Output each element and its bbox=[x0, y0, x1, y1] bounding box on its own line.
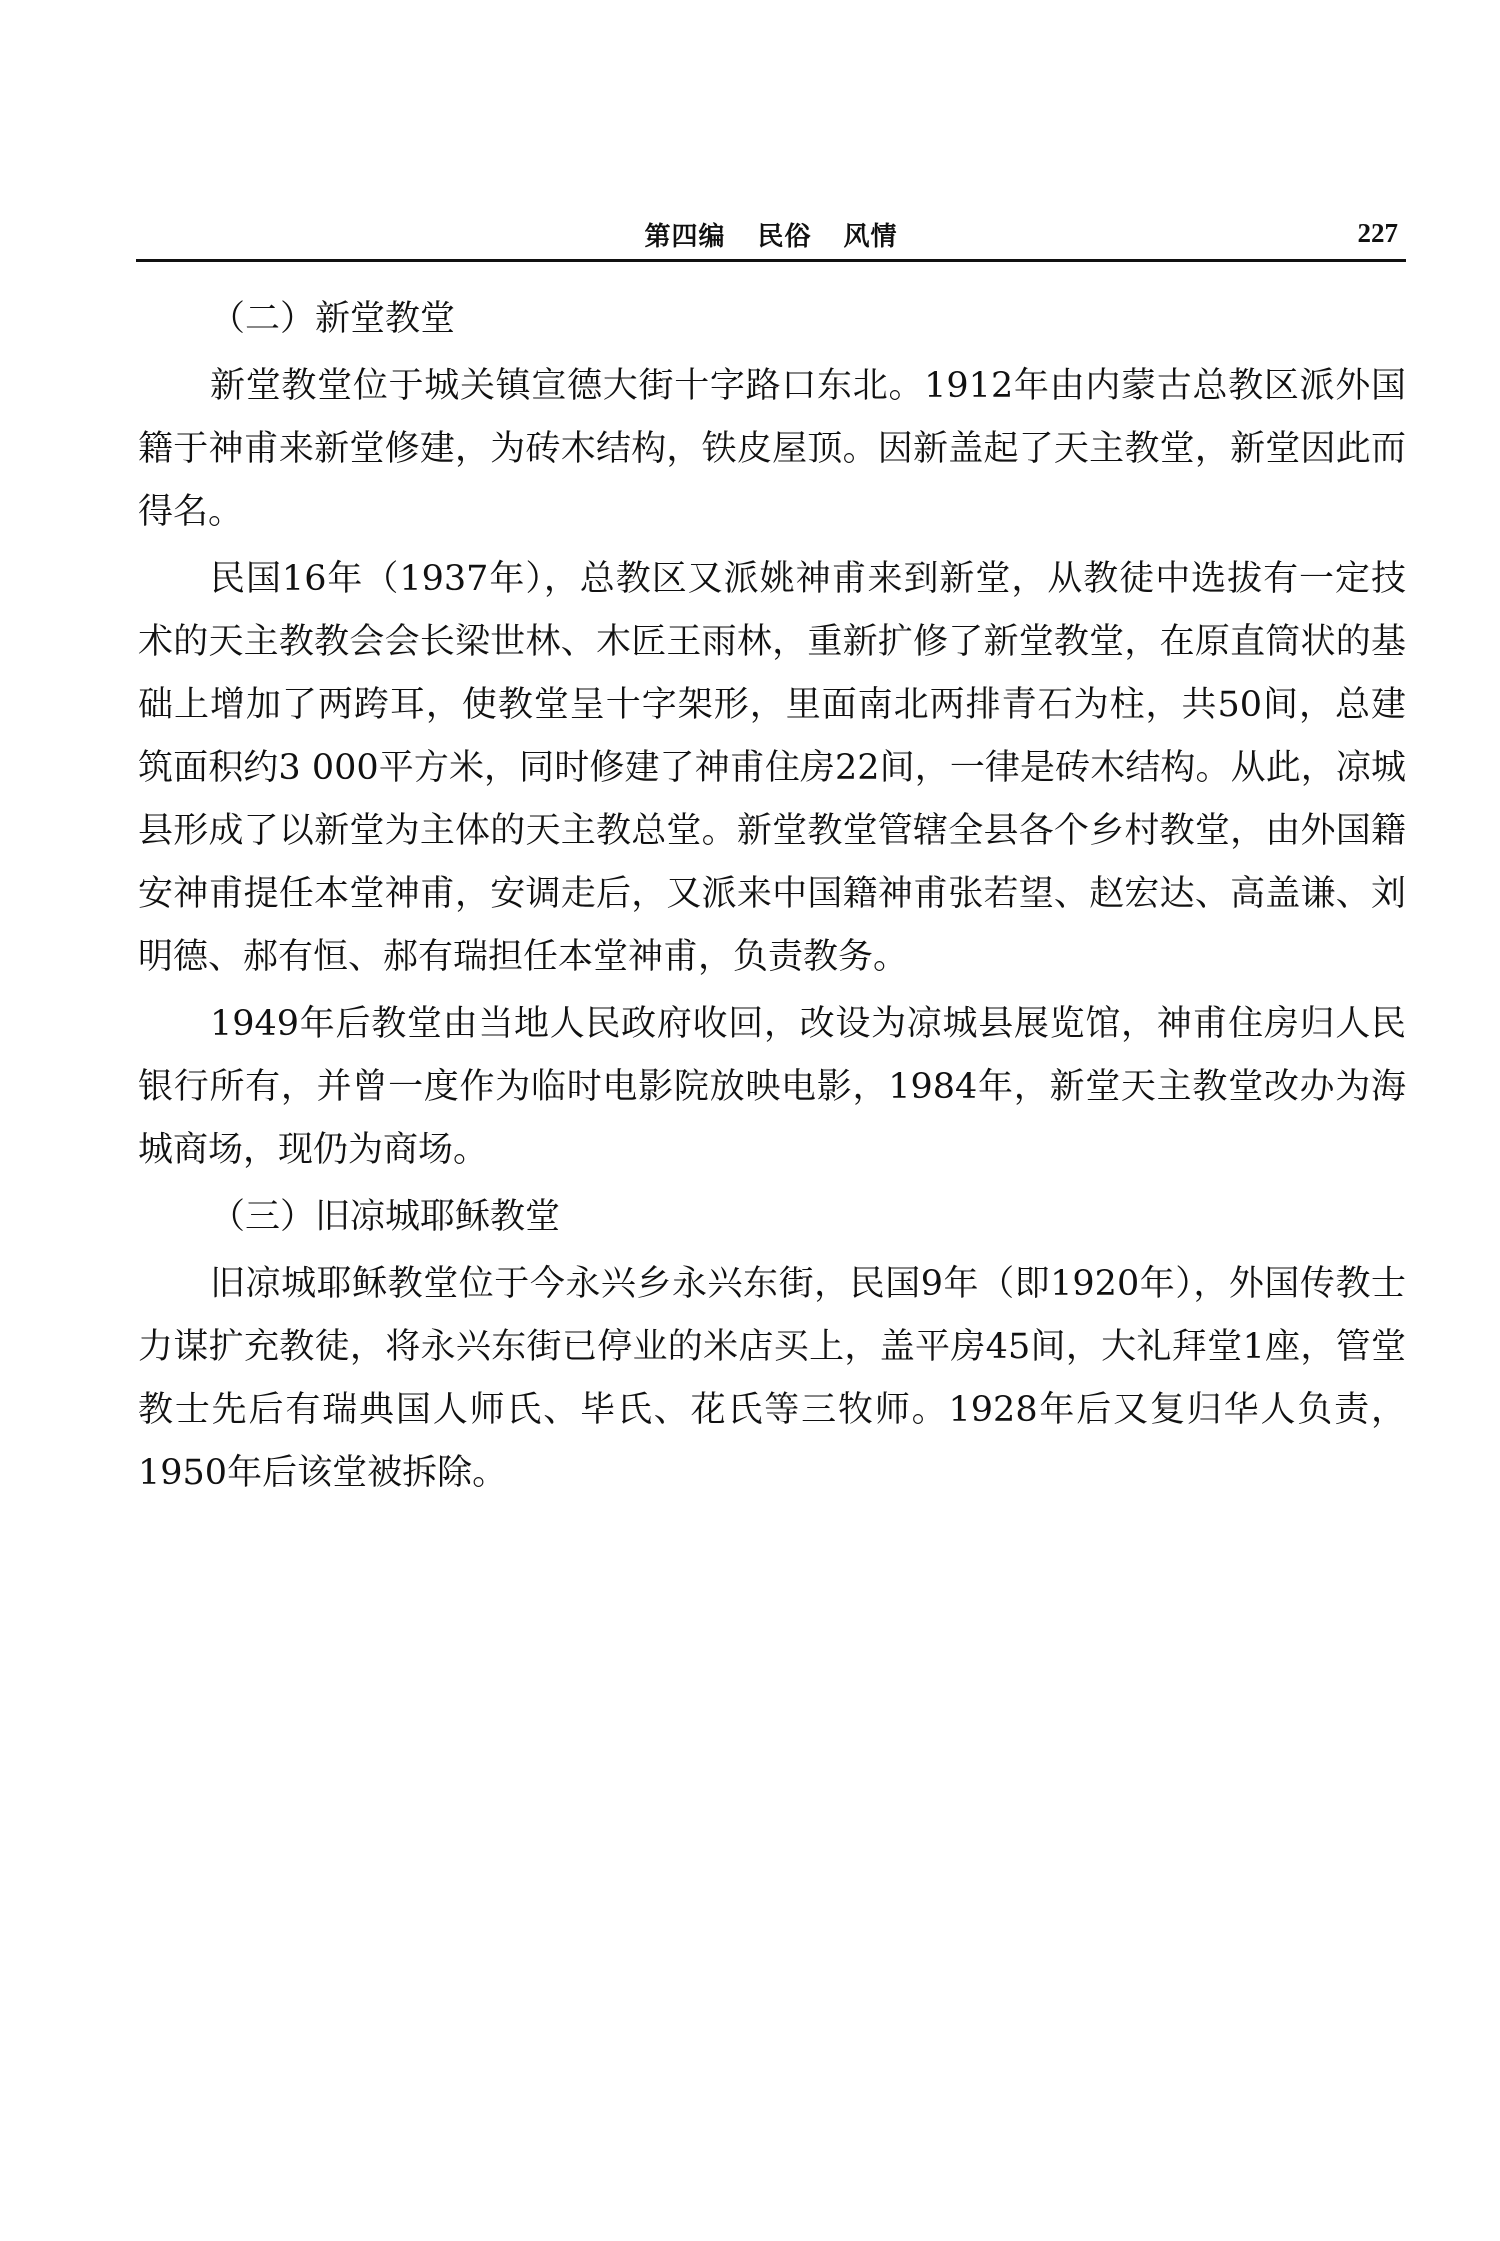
section-xintang-church bbox=[138, 288, 1406, 1182]
page-body bbox=[138, 288, 1406, 1509]
paragraph: 1949年后教堂由当地人民政府收回，改设为凉城县展览馆，神甫住房归人民银行所有，并曾一度作为临时电影院放映电影，1984年，新堂天主教堂改办为海城商场，现仍为商场。 bbox=[138, 1004, 1406, 1170]
paragraph: 旧凉城耶稣教堂位于今永兴乡永兴东街，民国9年（即1920年），外国传教士力谋扩充教徒，将永兴东街已停业的米店买上，盖平房45间，大礼拜堂1座，管堂教士先后有瑞典国人师氏、毕氏、花氏等三牧师。1928年后又复归华人负责，1950年后该堂被拆除。 bbox=[138, 1264, 1406, 1493]
header-rule bbox=[136, 259, 1406, 262]
paragraph: 民国16年（1937年），总教区又派姚神甫来到新堂，从教徒中选拔有一定技术的天主教教会会长梁世林、木匠王雨林，重新扩修了新堂教堂，在原直筒状的基础上增加了两跨耳，使教堂呈十字架形，里面南北两排青石为柱，共50间，总建筑面积约3 000平方米，同时修建了神甫住房22间，一律是砖木结构。从此，凉城县形成了以新堂为主体的天主教总堂。新堂教堂管辖全县各个乡村教堂，由外国籍安神甫提任本堂神甫，安调走后，又派来中国籍神甫张若望、赵宏达、高盖谦、刘明德、郝有恒、郝有瑞担任本堂神甫，负责教务。 bbox=[138, 559, 1406, 977]
section-heading: （二）新堂教堂 bbox=[210, 299, 456, 339]
page-number: 227 bbox=[1357, 218, 1398, 248]
paragraph: 新堂教堂位于城关镇宣德大街十字路口东北。1912年由内蒙古总教区派外国籍于神甫来新堂修建，为砖木结构，铁皮屋顶。因新盖起了天主教堂，新堂因此而得名。 bbox=[138, 366, 1406, 532]
page-header bbox=[136, 210, 1406, 262]
running-title: 第四编 民俗 风情 bbox=[644, 222, 898, 252]
section-heading: （三）旧凉城耶稣教堂 bbox=[210, 1197, 561, 1237]
section-old-liangcheng-church bbox=[138, 1186, 1406, 1505]
